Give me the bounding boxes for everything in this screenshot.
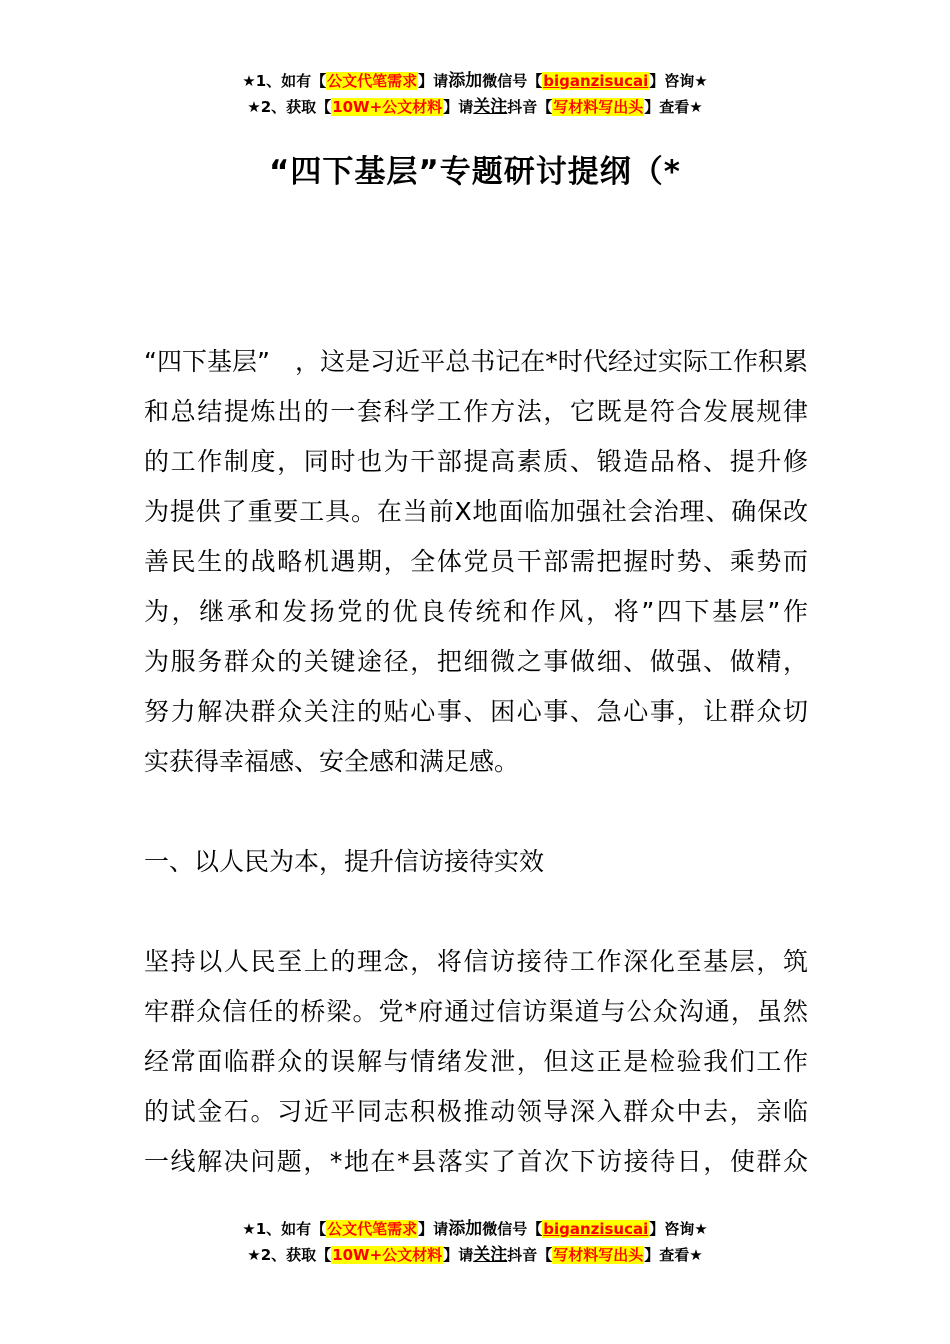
banner-text: 】查看★ xyxy=(644,1246,703,1264)
banner-text: 微信号【 xyxy=(482,1220,543,1238)
footer-banner xyxy=(0,1216,950,1268)
text-line: 坚持以人民至上的理念，将信访接待工作深化至基层，筑 xyxy=(144,947,808,976)
banner-text: ★2、获取【 xyxy=(247,1246,332,1264)
text-line: 一线解决问题，*地在*县落实了首次下访接待日，使群众 xyxy=(144,1147,808,1176)
text-line: 实获得幸福感、安全感和满足感。 xyxy=(144,747,520,776)
text-line: “四下基层” ，这是习近平总书记在*时代经过实际工作积累 xyxy=(144,347,808,376)
paragraph-section-1 xyxy=(144,937,808,1187)
text-line: 为，继承和发扬党的优良传统和作风，将”四下基层”作 xyxy=(144,597,808,626)
text-line: 努力解决群众关注的贴心事、困心事、急心事，让群众切 xyxy=(144,697,808,726)
banner-text: 抖音【 xyxy=(507,1246,553,1264)
section-heading: 一、以人民为本，提升信访接待实效 xyxy=(144,847,545,876)
banner-text: 】请 xyxy=(418,72,449,90)
banner-text: 微信号【 xyxy=(482,72,543,90)
banner-text: 】请 xyxy=(443,1246,474,1264)
emphasis-text: 关注 xyxy=(473,1245,508,1265)
banner-text: ★1、如有【 xyxy=(242,72,327,90)
document-title: “四下基层”专题研讨提纲（* xyxy=(269,154,681,190)
emphasis-text: 关注 xyxy=(473,97,508,117)
banner-line-2 xyxy=(0,1242,950,1268)
douyin-id-text: 写材料写出头 xyxy=(553,98,644,116)
text-line: 善民生的战略机遇期，全体党员干部需把握时势、乘势而 xyxy=(144,547,808,576)
banner-line-1 xyxy=(0,68,950,94)
banner-line-1 xyxy=(0,1216,950,1242)
douyin-id-text: 写材料写出头 xyxy=(553,1246,644,1264)
banner-text: 】咨询★ xyxy=(649,1220,708,1238)
emphasis-text: 添加 xyxy=(448,71,483,91)
banner-text: 】查看★ xyxy=(644,98,703,116)
banner-text: 】请 xyxy=(443,98,474,116)
text-line: 和总结提炼出的一套科学工作方法，它既是符合发展规律 xyxy=(144,397,808,426)
paragraph-intro xyxy=(144,337,808,787)
banner-line-2 xyxy=(0,94,950,120)
banner-text: 】咨询★ xyxy=(649,72,708,90)
banner-text: ★1、如有【 xyxy=(242,1220,327,1238)
text-line: 经常面临群众的误解与情绪发泄，但这正是检验我们工作 xyxy=(144,1047,808,1076)
wechat-id-text: biganzisucai xyxy=(543,72,649,90)
emphasis-text: 添加 xyxy=(448,1219,483,1239)
highlight-text: 10W+公文材料 xyxy=(332,1246,443,1264)
banner-text: 】请 xyxy=(418,1220,449,1238)
banner-text: ★2、获取【 xyxy=(247,98,332,116)
text-line: 的试金石。习近平同志积极推动领导深入群众中去，亲临 xyxy=(144,1097,808,1126)
text-line: 的工作制度，同时也为干部提高素质、锻造品格、提升修 xyxy=(144,447,808,476)
highlight-text: 10W+公文材料 xyxy=(332,98,443,116)
header-banner xyxy=(0,68,950,120)
text-line: 为服务群众的关键途径，把细微之事做细、做强、做精， xyxy=(144,647,808,676)
wechat-id-text: biganzisucai xyxy=(543,1220,649,1238)
banner-text: 抖音【 xyxy=(507,98,553,116)
text-line: 牢群众信任的桥梁。党*府通过信访渠道与公众沟通，虽然 xyxy=(144,997,808,1026)
highlight-text: 公文代笔需求 xyxy=(327,1220,418,1238)
text-line: 为提供了重要工具。在当前X地面临加强社会治理、确保改 xyxy=(144,497,808,526)
highlight-text: 公文代笔需求 xyxy=(327,72,418,90)
